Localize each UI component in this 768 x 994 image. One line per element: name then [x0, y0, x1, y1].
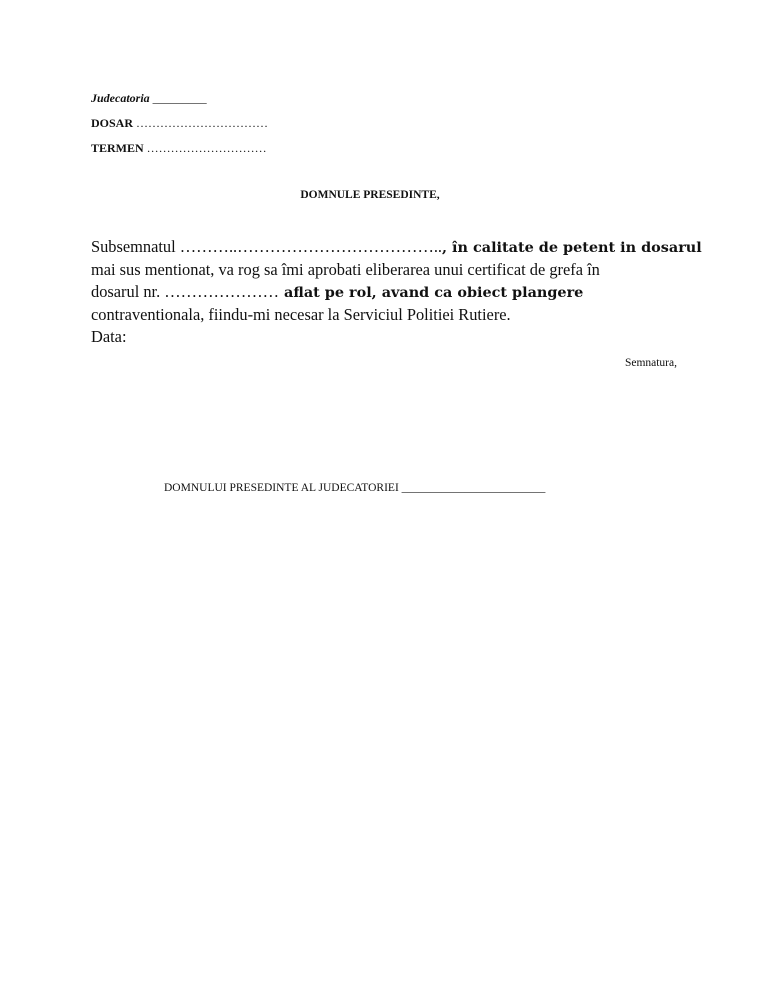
body-line-2: mai sus mentionat, va rog sa îmi aprobati eliberarea unui certificat de grefa în: [91, 260, 600, 279]
dosar-dots: ……………………………: [136, 116, 269, 130]
dosar-line: [91, 116, 268, 131]
court-label: Judecatoria: [91, 91, 150, 105]
body-line-3: [91, 281, 691, 304]
request-body: [91, 236, 702, 326]
termen-dots: …………………………: [146, 141, 267, 155]
dosar-label: DOSAR: [91, 116, 134, 130]
body-line-3-normal: dosarul nr. …………………: [91, 282, 280, 301]
body-line-3-bold: aflat pe rol, avand ca obiect plangere: [279, 284, 584, 301]
date-label: Data:: [91, 327, 127, 346]
body-line-1-normal: Subsemnatul ………..………………………………..: [91, 237, 443, 256]
termen-line: [91, 141, 267, 156]
termen-label: TERMEN: [91, 141, 144, 155]
body-line-4: contraventionala, fiindu-mi necesar la Serviciul Politiei Rutiere.: [91, 305, 511, 324]
body-line-1-bold: , în calitate de petent in dosarul: [442, 239, 702, 256]
salutation: DOMNULE PRESEDINTE,: [300, 189, 440, 201]
signature-label: Semnatura,: [624, 357, 677, 369]
body-line-1: [91, 236, 702, 259]
court-line: [91, 91, 207, 106]
footer-address: DOMNULUI PRESEDINTE AL JUDECATORIEI _________________________: [164, 482, 546, 494]
court-blank: _________: [152, 91, 207, 105]
